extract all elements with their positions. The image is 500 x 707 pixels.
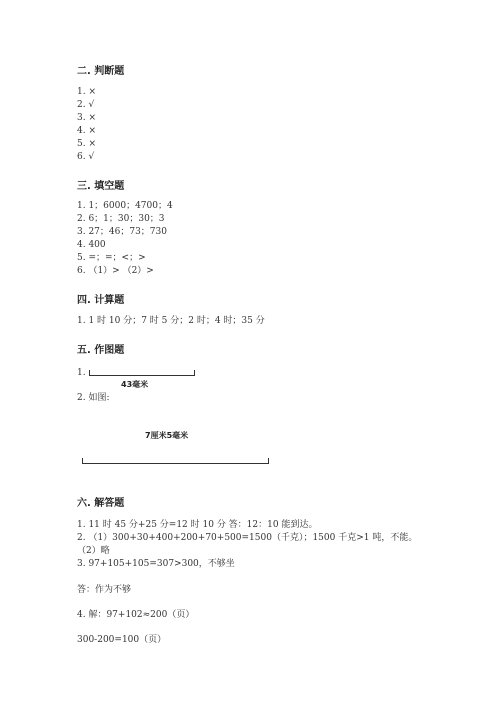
segment-7cm5mm [82,458,269,464]
segment-43mm-label: 43毫米 [121,380,149,389]
judgement-answer-5: 5. × [77,139,96,149]
judgement-answer-1: 1. × [77,87,96,97]
fill-blank-answer-3: 3. 27；46；73；730 [77,227,167,237]
word-problem-answer-3: 3. 97+105+105=307>300，不够坐 [77,559,235,569]
segment-7cm5mm-label: 7厘米5毫米 [145,431,189,440]
judgement-answer-2: 2. √ [77,100,95,110]
word-problem-answer-3-conclusion: 答：作为不够 [77,585,132,595]
calculation-answer-1: 1. 1 时 10 分；7 时 5 分；2 时；4 时；35 分 [77,316,265,326]
judgement-answer-3: 3. × [77,113,96,123]
word-problem-answer-4: 4. 解：97+102≈200（页） [77,610,195,620]
section-title-fill-blank: 三. 填空题 [77,181,125,192]
section-title-calculation: 四. 计算题 [77,295,125,306]
section-title-word-problems: 六. 解答题 [77,498,125,509]
drawing-answer-2: 2. 如图: [77,393,110,403]
segment-43mm [89,370,195,376]
judgement-answer-6: 6. √ [77,152,95,162]
fill-blank-answer-6: 6. （1）> （2）> [77,266,154,276]
word-problem-answer-2-sub: （2）略 [77,546,110,556]
section-title-judgement: 二. 判断题 [77,66,125,77]
drawing-answer-1-number: 1. [77,368,86,378]
fill-blank-answer-5: 5. =；=；<；> [77,253,146,263]
section-title-drawing: 五. 作图题 [77,345,125,356]
judgement-answer-4: 4. × [77,126,96,136]
fill-blank-answer-4: 4. 400 [77,240,106,250]
word-problem-answer-1: 1. 11 时 45 分+25 分=12 时 10 分 答：12：10 能到达。 [77,520,318,530]
fill-blank-answer-2: 2. 6；1；30；30；3 [77,214,165,224]
fill-blank-answer-1: 1. 1；6000；4700；4 [77,201,173,211]
word-problem-answer-2: 2. （1）300+30+400+200+70+500=1500（千克）；1500 千克>1 吨，不能。 [77,533,418,543]
word-problem-answer-4-step2: 300-200=100（页） [77,635,167,645]
